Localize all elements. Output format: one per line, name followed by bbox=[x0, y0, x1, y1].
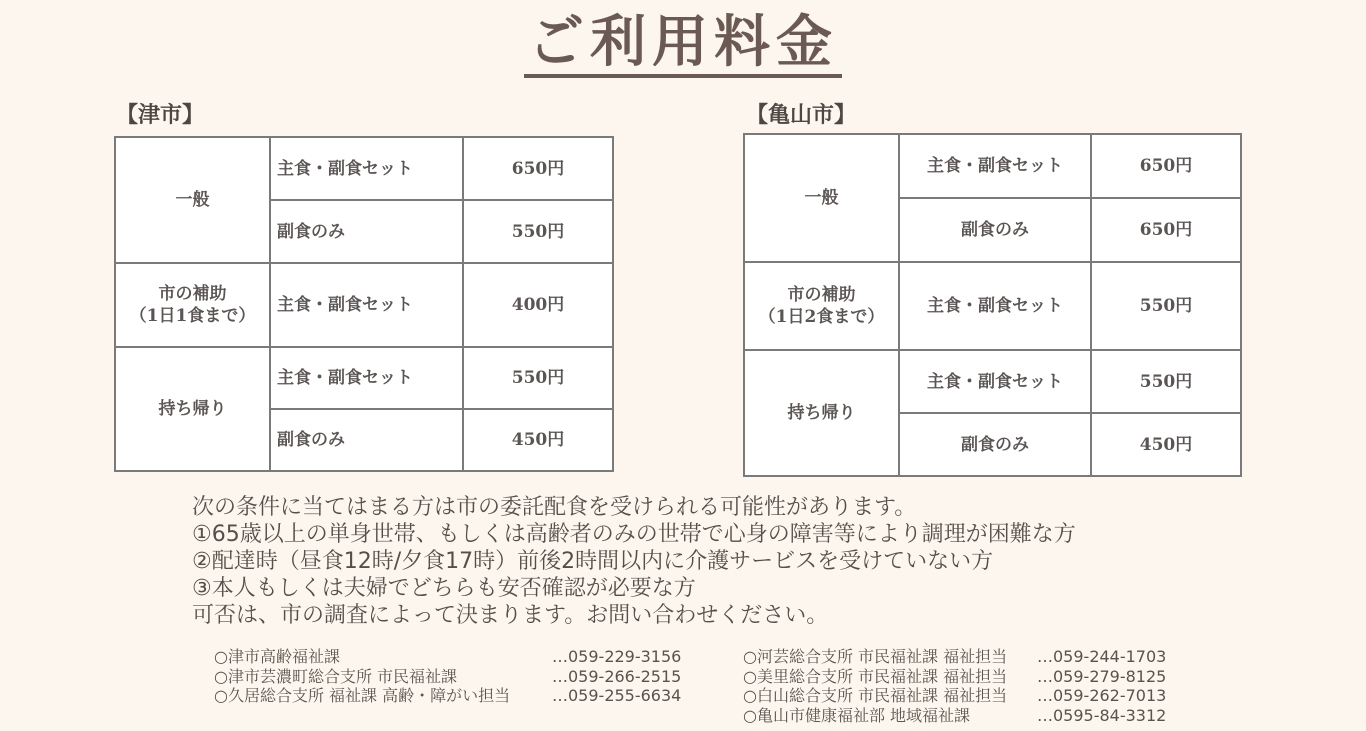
condition-item: ③本人もしくは夫婦でどちらも安否確認が必要な方 bbox=[192, 576, 696, 601]
category-subsidy bbox=[115, 263, 270, 347]
category-subsidy bbox=[744, 262, 899, 350]
item-label: 主食・副食セット bbox=[899, 350, 1091, 413]
condition-intro: 次の条件に当てはまる方は市の委託配食を受けられる可能性があります。 bbox=[192, 495, 917, 520]
category-takeout: 持ち帰り bbox=[115, 347, 270, 471]
contact-phone: …059-244-1703 bbox=[1037, 647, 1167, 666]
item-label: 主食・副食セット bbox=[270, 263, 463, 347]
eligibility-conditions bbox=[192, 494, 1076, 629]
item-label: 副食のみ bbox=[899, 198, 1091, 262]
kameyama-city-label: 【亀山市】 bbox=[746, 102, 857, 128]
contact-row bbox=[214, 686, 681, 706]
price-value: 650円 bbox=[1091, 198, 1241, 262]
price-value: 550円 bbox=[463, 200, 613, 263]
table-row bbox=[744, 262, 1241, 350]
contacts-right bbox=[743, 647, 1166, 725]
table-row bbox=[115, 137, 613, 200]
page-title: ご利用料金 bbox=[524, 10, 842, 78]
contacts-left bbox=[214, 647, 681, 706]
contact-phone: …059-279-8125 bbox=[1037, 666, 1167, 686]
contact-row bbox=[743, 706, 1166, 726]
table-row bbox=[115, 347, 613, 409]
contact-row bbox=[214, 647, 681, 667]
condition-note: 可否は、市の調査によって決まります。お問い合わせください。 bbox=[192, 603, 829, 628]
subsidy-line1: 市の補助 bbox=[158, 284, 227, 304]
table-row bbox=[115, 263, 613, 347]
item-label: 主食・副食セット bbox=[270, 137, 463, 200]
contact-name: ○津市高齢福祉課 bbox=[214, 647, 340, 666]
contact-phone: …059-255-6634 bbox=[552, 686, 682, 705]
item-label: 主食・副食セット bbox=[899, 262, 1091, 350]
contact-row bbox=[214, 667, 681, 687]
item-label: 主食・副食セット bbox=[270, 347, 463, 409]
item-label: 副食のみ bbox=[270, 200, 463, 263]
subsidy-line1: 市の補助 bbox=[787, 285, 856, 305]
price-value: 550円 bbox=[1091, 262, 1241, 350]
category-general: 一般 bbox=[115, 137, 270, 263]
subsidy-line2: （1日2食まで） bbox=[758, 307, 885, 327]
price-value: 650円 bbox=[463, 137, 613, 200]
contact-phone: …059-266-2515 bbox=[552, 666, 682, 686]
condition-item: ①65歳以上の単身世帯、もしくは高齢者のみの世帯で心身の障害等により調理が困難な方 bbox=[192, 522, 1076, 547]
category-takeout: 持ち帰り bbox=[744, 350, 899, 476]
subsidy-line2: （1日1食まで） bbox=[129, 306, 256, 326]
page-title-wrap bbox=[0, 10, 1366, 78]
price-value: 450円 bbox=[463, 409, 613, 471]
condition-item: ②配達時（昼食12時/夕食17時）前後2時間以内に介護サービスを受けていない方 bbox=[192, 549, 994, 574]
contact-row bbox=[743, 647, 1166, 667]
contact-name: ○亀山市健康福祉部 地域福祉課 bbox=[743, 705, 971, 725]
kameyama-fee-table bbox=[743, 133, 1242, 477]
contact-phone: …059-229-3156 bbox=[552, 647, 682, 666]
price-value: 650円 bbox=[1091, 134, 1241, 198]
contact-name: ○美里総合支所 市民福祉課 福祉担当 bbox=[743, 666, 1008, 686]
table-row bbox=[744, 134, 1241, 198]
price-value: 400円 bbox=[463, 263, 613, 347]
price-value: 450円 bbox=[1091, 413, 1241, 476]
price-value: 550円 bbox=[1091, 350, 1241, 413]
item-label: 副食のみ bbox=[270, 409, 463, 471]
contact-phone: …059-262-7013 bbox=[1037, 686, 1167, 705]
contact-row bbox=[743, 667, 1166, 687]
contact-phone: …0595-84-3312 bbox=[1037, 705, 1167, 725]
item-label: 主食・副食セット bbox=[899, 134, 1091, 198]
price-value: 550円 bbox=[463, 347, 613, 409]
table-row bbox=[744, 350, 1241, 413]
contact-row bbox=[743, 686, 1166, 706]
contact-name: ○河芸総合支所 市民福祉課 福祉担当 bbox=[743, 647, 1008, 666]
contact-name: ○津市芸濃町総合支所 市民福祉課 bbox=[214, 666, 458, 686]
item-label: 副食のみ bbox=[899, 413, 1091, 476]
tsu-fee-table bbox=[114, 136, 614, 472]
category-general: 一般 bbox=[744, 134, 899, 262]
contact-name: ○久居総合支所 福祉課 高齢・障がい担当 bbox=[214, 686, 511, 705]
tsu-city-label: 【津市】 bbox=[116, 102, 205, 128]
contact-name: ○白山総合支所 市民福祉課 福祉担当 bbox=[743, 686, 1008, 705]
